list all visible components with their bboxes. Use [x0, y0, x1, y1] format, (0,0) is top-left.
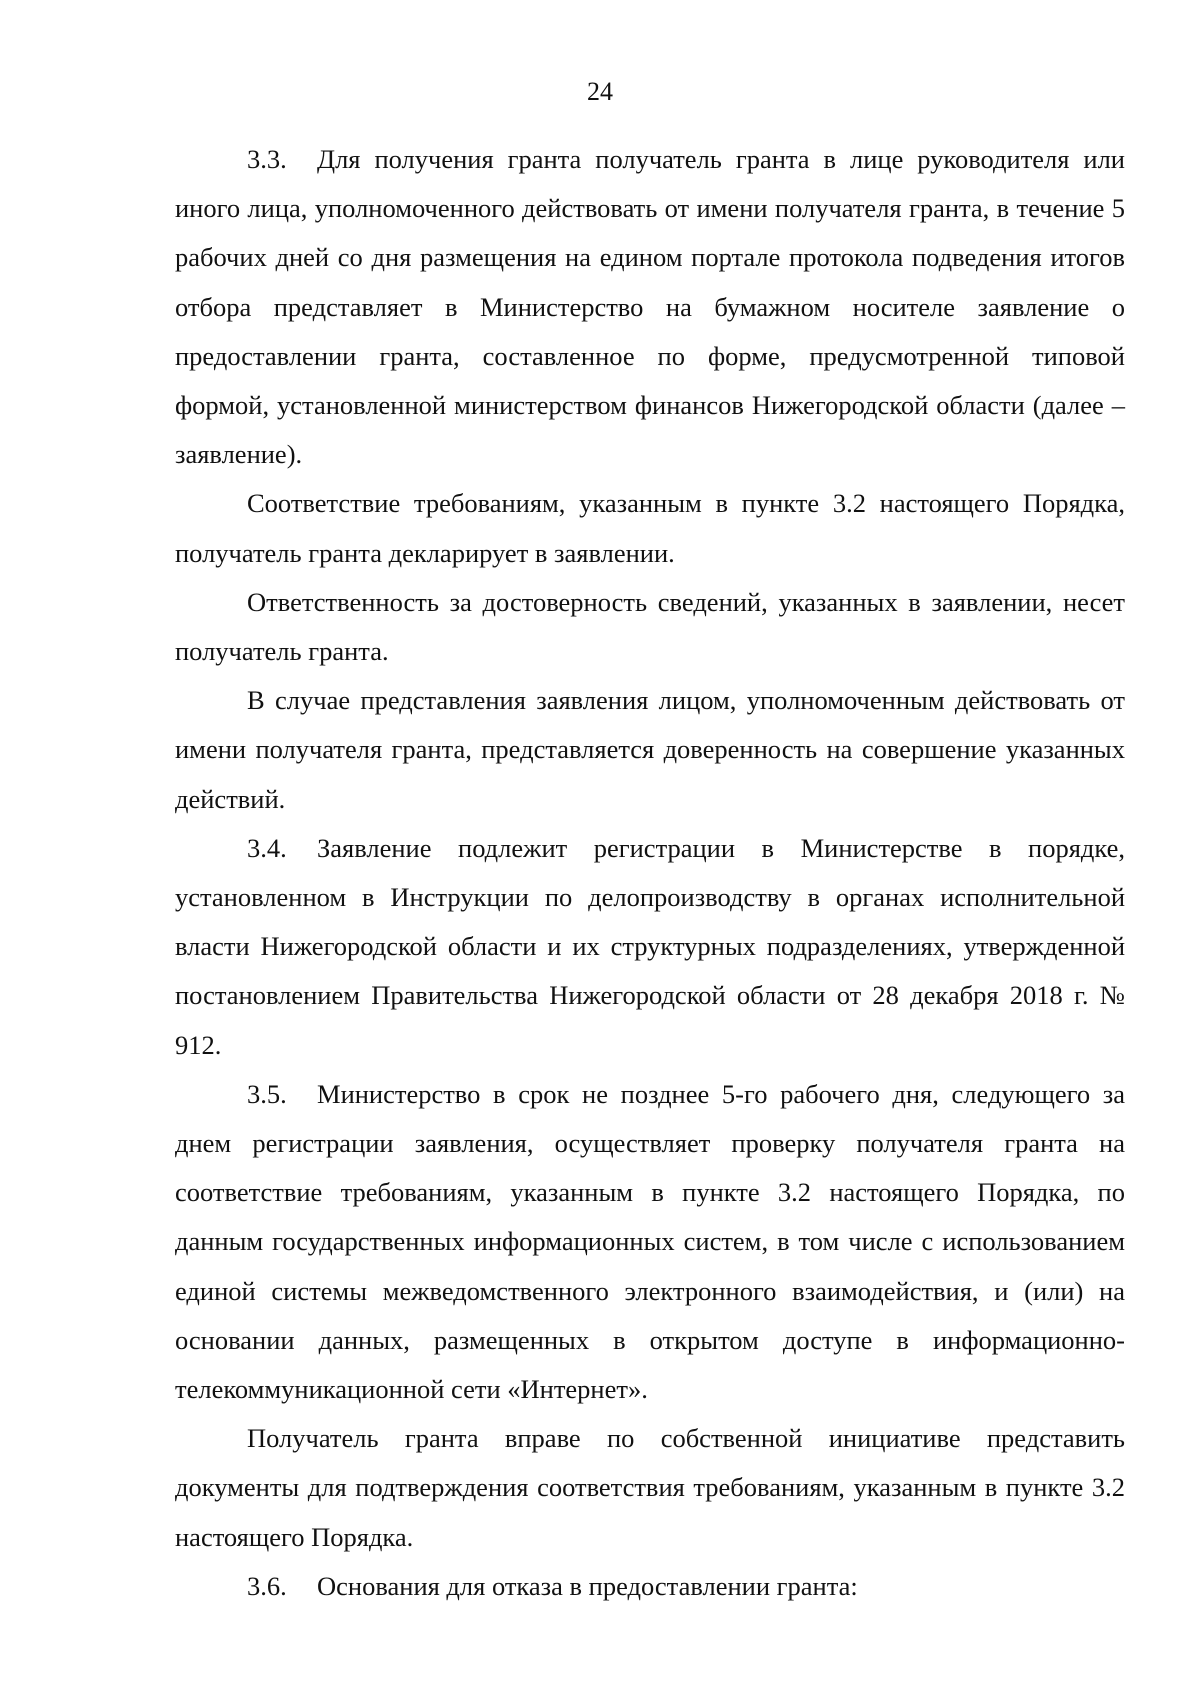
paragraph-power-of-attorney [175, 676, 1125, 824]
paragraph-declaration [175, 479, 1125, 577]
page-number: 24 [587, 77, 613, 106]
paragraph-text: Ответственность за достоверность сведений, указанных в заявлении, несет получатель гранта. [175, 586, 1125, 667]
paragraph-3-6 [175, 1562, 1125, 1611]
paragraph-text: Для получения гранта получатель гранта в лице руководителя или иного лица, уполномоченного действовать от имени получателя гранта, в течение 5 рабочих дней со дня размещения на едином портале протокола подведения итогов отбора представляет в Министерство на бумажном носителе заявление о предоставлении гранта, составленное по форме, предусмотренной типовой формой, установленной министерством финансов Нижегородской области (далее – заявление). [175, 144, 1125, 470]
paragraph-text: В случае представления заявления лицом, уполномоченным действовать от имени получателя гранта, представляется доверенность на совершение указанных действий. [175, 685, 1125, 814]
document-body [175, 135, 1125, 1611]
paragraph-own-initiative [175, 1414, 1125, 1562]
paragraph-3-4 [175, 824, 1125, 1070]
clause-number: 3.4. [247, 832, 287, 863]
clause-number: 3.6. [247, 1570, 287, 1601]
paragraph-text: Заявление подлежит регистрации в Министерстве в порядке, установленном в Инструкции по делопроизводству в органах исполнительной власти Нижегородской области и их структурных подразделениях, утвержденной постановлением Правительства Нижегородской области от 28 декабря 2018 г. № 912. [175, 832, 1125, 1060]
paragraph-responsibility [175, 578, 1125, 676]
paragraph-text: Основания для отказа в предоставлении гранта: [317, 1570, 858, 1601]
paragraph-3-5 [175, 1070, 1125, 1414]
clause-number: 3.3. [247, 144, 287, 174]
paragraph-text: Соответствие требованиям, указанным в пункте 3.2 настоящего Порядка, получатель гранта декларирует в заявлении. [175, 488, 1125, 568]
paragraph-text: Получатель гранта вправе по собственной инициативе представить документы для подтверждения соответствия требованиям, указанным в пункте 3.2 настоящего Порядка. [175, 1423, 1125, 1552]
paragraph-text: Министерство в срок не позднее 5-го рабочего дня, следующего за днем регистрации заявления, осуществляет проверку получателя гранта на соответствие требованиям, указанным в пункте 3.2 настоящего Порядка, по данным государственных информационных систем, в том числе с использованием единой системы межведомственного электронного взаимодействия, и (или) на основании данных, размещенных в открытом доступе в информационно-телекоммуникационной сети «Интернет». [175, 1078, 1125, 1405]
paragraph-3-3 [175, 135, 1125, 479]
clause-number: 3.5. [247, 1078, 287, 1109]
